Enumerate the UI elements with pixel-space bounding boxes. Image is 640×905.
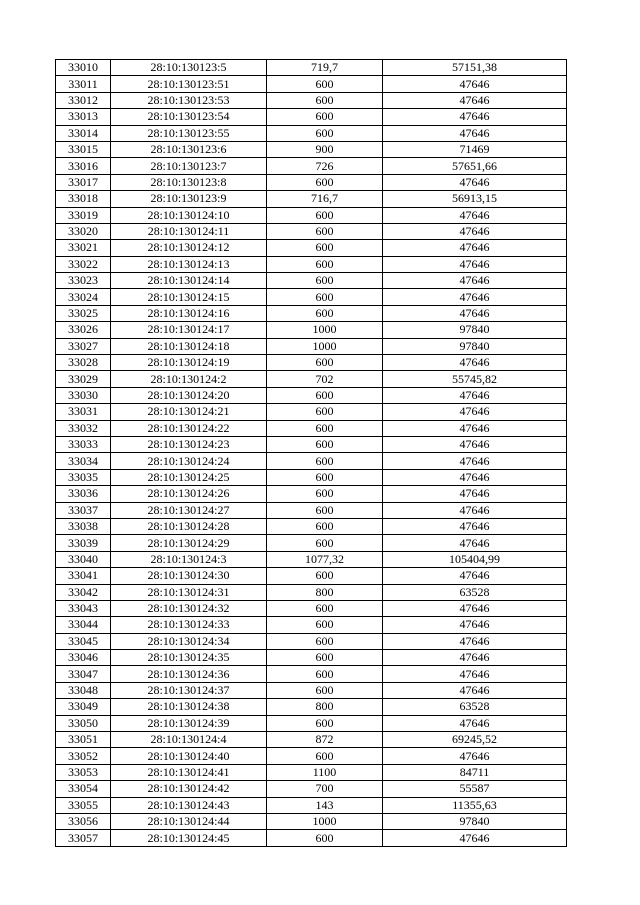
cadastral-number-cell: 28:10:130124:45 xyxy=(111,830,267,846)
value-cell: 47646 xyxy=(383,273,567,289)
area-cell: 600 xyxy=(267,715,383,731)
value-cell: 47646 xyxy=(383,289,567,305)
area-cell: 700 xyxy=(267,781,383,797)
row-number-cell: 33054 xyxy=(56,781,111,797)
area-cell: 800 xyxy=(267,699,383,715)
value-cell: 63528 xyxy=(383,584,567,600)
cadastral-number-cell: 28:10:130124:24 xyxy=(111,453,267,469)
table-row xyxy=(56,732,567,748)
area-cell: 600 xyxy=(267,502,383,518)
table-row xyxy=(56,174,567,190)
area-cell: 600 xyxy=(267,207,383,223)
cadastral-number-cell: 28:10:130124:41 xyxy=(111,764,267,780)
row-number-cell: 33038 xyxy=(56,518,111,534)
value-cell: 47646 xyxy=(383,568,567,584)
value-cell: 56913,15 xyxy=(383,191,567,207)
value-cell: 47646 xyxy=(383,387,567,403)
table-row xyxy=(56,486,567,502)
value-cell: 47646 xyxy=(383,256,567,272)
value-cell: 47646 xyxy=(383,240,567,256)
cadastral-number-cell: 28:10:130124:22 xyxy=(111,420,267,436)
table-row xyxy=(56,191,567,207)
area-cell: 143 xyxy=(267,797,383,813)
row-number-cell: 33036 xyxy=(56,486,111,502)
row-number-cell: 33013 xyxy=(56,109,111,125)
value-cell: 57151,38 xyxy=(383,60,567,76)
value-cell: 47646 xyxy=(383,486,567,502)
row-number-cell: 33014 xyxy=(56,125,111,141)
row-number-cell: 33040 xyxy=(56,551,111,567)
row-number-cell: 33049 xyxy=(56,699,111,715)
data-table xyxy=(55,59,567,847)
table-row xyxy=(56,715,567,731)
area-cell: 800 xyxy=(267,584,383,600)
cadastral-number-cell: 28:10:130123:6 xyxy=(111,141,267,157)
area-cell: 600 xyxy=(267,518,383,534)
cadastral-number-cell: 28:10:130124:18 xyxy=(111,338,267,354)
row-number-cell: 33034 xyxy=(56,453,111,469)
cadastral-number-cell: 28:10:130124:34 xyxy=(111,633,267,649)
area-cell: 600 xyxy=(267,568,383,584)
row-number-cell: 33048 xyxy=(56,682,111,698)
row-number-cell: 33035 xyxy=(56,469,111,485)
table-row xyxy=(56,535,567,551)
table-row xyxy=(56,158,567,174)
area-cell: 726 xyxy=(267,158,383,174)
table-row xyxy=(56,748,567,764)
table-row xyxy=(56,256,567,272)
value-cell: 47646 xyxy=(383,600,567,616)
table-row xyxy=(56,469,567,485)
value-cell: 57651,66 xyxy=(383,158,567,174)
cadastral-number-cell: 28:10:130124:38 xyxy=(111,699,267,715)
table-row xyxy=(56,76,567,92)
table-row xyxy=(56,223,567,239)
cadastral-number-cell: 28:10:130124:31 xyxy=(111,584,267,600)
value-cell: 47646 xyxy=(383,469,567,485)
value-cell: 97840 xyxy=(383,813,567,829)
area-cell: 900 xyxy=(267,141,383,157)
cadastral-number-cell: 28:10:130124:32 xyxy=(111,600,267,616)
cadastral-number-cell: 28:10:130124:26 xyxy=(111,486,267,502)
area-cell: 600 xyxy=(267,109,383,125)
value-cell: 47646 xyxy=(383,109,567,125)
area-cell: 600 xyxy=(267,682,383,698)
cadastral-number-cell: 28:10:130124:42 xyxy=(111,781,267,797)
area-cell: 600 xyxy=(267,830,383,846)
row-number-cell: 33050 xyxy=(56,715,111,731)
area-cell: 1000 xyxy=(267,338,383,354)
table-row xyxy=(56,125,567,141)
cadastral-number-cell: 28:10:130124:3 xyxy=(111,551,267,567)
table-row xyxy=(56,436,567,452)
row-number-cell: 33020 xyxy=(56,223,111,239)
area-cell: 600 xyxy=(267,617,383,633)
cadastral-number-cell: 28:10:130123:51 xyxy=(111,76,267,92)
row-number-cell: 33044 xyxy=(56,617,111,633)
cadastral-number-cell: 28:10:130124:13 xyxy=(111,256,267,272)
row-number-cell: 33057 xyxy=(56,830,111,846)
row-number-cell: 33043 xyxy=(56,600,111,616)
table-row xyxy=(56,305,567,321)
value-cell: 84711 xyxy=(383,764,567,780)
cadastral-number-cell: 28:10:130124:19 xyxy=(111,355,267,371)
value-cell: 97840 xyxy=(383,322,567,338)
row-number-cell: 33012 xyxy=(56,92,111,108)
value-cell: 105404,99 xyxy=(383,551,567,567)
table-row xyxy=(56,666,567,682)
table-row xyxy=(56,141,567,157)
area-cell: 600 xyxy=(267,256,383,272)
value-cell: 47646 xyxy=(383,748,567,764)
row-number-cell: 33011 xyxy=(56,76,111,92)
value-cell: 47646 xyxy=(383,305,567,321)
cadastral-number-cell: 28:10:130123:9 xyxy=(111,191,267,207)
row-number-cell: 33028 xyxy=(56,355,111,371)
table-row xyxy=(56,60,567,76)
row-number-cell: 33021 xyxy=(56,240,111,256)
cadastral-number-cell: 28:10:130124:29 xyxy=(111,535,267,551)
area-cell: 600 xyxy=(267,273,383,289)
area-cell: 872 xyxy=(267,732,383,748)
cadastral-number-cell: 28:10:130123:8 xyxy=(111,174,267,190)
cadastral-number-cell: 28:10:130124:15 xyxy=(111,289,267,305)
cadastral-number-cell: 28:10:130124:39 xyxy=(111,715,267,731)
table-row xyxy=(56,600,567,616)
area-cell: 600 xyxy=(267,174,383,190)
area-cell: 600 xyxy=(267,633,383,649)
table-row xyxy=(56,813,567,829)
cadastral-number-cell: 28:10:130124:25 xyxy=(111,469,267,485)
table-row xyxy=(56,518,567,534)
area-cell: 1000 xyxy=(267,813,383,829)
cadastral-number-cell: 28:10:130124:27 xyxy=(111,502,267,518)
cadastral-number-cell: 28:10:130124:44 xyxy=(111,813,267,829)
value-cell: 47646 xyxy=(383,404,567,420)
table-row xyxy=(56,109,567,125)
value-cell: 47646 xyxy=(383,715,567,731)
value-cell: 47646 xyxy=(383,502,567,518)
table-row xyxy=(56,682,567,698)
cadastral-number-cell: 28:10:130124:36 xyxy=(111,666,267,682)
area-cell: 600 xyxy=(267,600,383,616)
row-number-cell: 33017 xyxy=(56,174,111,190)
cadastral-number-cell: 28:10:130124:30 xyxy=(111,568,267,584)
area-cell: 1000 xyxy=(267,322,383,338)
row-number-cell: 33023 xyxy=(56,273,111,289)
area-cell: 600 xyxy=(267,289,383,305)
area-cell: 600 xyxy=(267,420,383,436)
area-cell: 719,7 xyxy=(267,60,383,76)
cadastral-number-cell: 28:10:130123:55 xyxy=(111,125,267,141)
area-cell: 600 xyxy=(267,92,383,108)
table-row xyxy=(56,387,567,403)
value-cell: 47646 xyxy=(383,355,567,371)
cadastral-number-cell: 28:10:130124:2 xyxy=(111,371,267,387)
value-cell: 69245,52 xyxy=(383,732,567,748)
row-number-cell: 33046 xyxy=(56,650,111,666)
table-row xyxy=(56,289,567,305)
row-number-cell: 33033 xyxy=(56,436,111,452)
table-row xyxy=(56,207,567,223)
area-cell: 600 xyxy=(267,486,383,502)
row-number-cell: 33037 xyxy=(56,502,111,518)
area-cell: 1077,32 xyxy=(267,551,383,567)
value-cell: 55745,82 xyxy=(383,371,567,387)
table-row xyxy=(56,830,567,846)
table-body xyxy=(56,60,567,847)
table-row xyxy=(56,584,567,600)
area-cell: 600 xyxy=(267,436,383,452)
table-row xyxy=(56,404,567,420)
row-number-cell: 33015 xyxy=(56,141,111,157)
row-number-cell: 33024 xyxy=(56,289,111,305)
value-cell: 47646 xyxy=(383,535,567,551)
area-cell: 600 xyxy=(267,387,383,403)
table-row xyxy=(56,568,567,584)
cadastral-number-cell: 28:10:130124:10 xyxy=(111,207,267,223)
area-cell: 702 xyxy=(267,371,383,387)
row-number-cell: 33022 xyxy=(56,256,111,272)
table-row xyxy=(56,338,567,354)
cadastral-number-cell: 28:10:130124:4 xyxy=(111,732,267,748)
cadastral-number-cell: 28:10:130124:33 xyxy=(111,617,267,633)
row-number-cell: 33042 xyxy=(56,584,111,600)
row-number-cell: 33051 xyxy=(56,732,111,748)
row-number-cell: 33039 xyxy=(56,535,111,551)
table-row xyxy=(56,650,567,666)
cadastral-number-cell: 28:10:130123:53 xyxy=(111,92,267,108)
area-cell: 600 xyxy=(267,666,383,682)
cadastral-number-cell: 28:10:130124:23 xyxy=(111,436,267,452)
row-number-cell: 33019 xyxy=(56,207,111,223)
table-row xyxy=(56,420,567,436)
cadastral-number-cell: 28:10:130124:11 xyxy=(111,223,267,239)
row-number-cell: 33030 xyxy=(56,387,111,403)
cadastral-number-cell: 28:10:130124:20 xyxy=(111,387,267,403)
row-number-cell: 33016 xyxy=(56,158,111,174)
value-cell: 47646 xyxy=(383,207,567,223)
area-cell: 600 xyxy=(267,125,383,141)
table-row xyxy=(56,797,567,813)
row-number-cell: 33045 xyxy=(56,633,111,649)
area-cell: 1100 xyxy=(267,764,383,780)
table-row xyxy=(56,699,567,715)
cadastral-number-cell: 28:10:130124:43 xyxy=(111,797,267,813)
value-cell: 47646 xyxy=(383,666,567,682)
value-cell: 47646 xyxy=(383,518,567,534)
cadastral-number-cell: 28:10:130124:35 xyxy=(111,650,267,666)
area-cell: 600 xyxy=(267,223,383,239)
area-cell: 600 xyxy=(267,535,383,551)
row-number-cell: 33055 xyxy=(56,797,111,813)
table-row xyxy=(56,92,567,108)
table-row xyxy=(56,240,567,256)
row-number-cell: 33027 xyxy=(56,338,111,354)
area-cell: 600 xyxy=(267,305,383,321)
row-number-cell: 33041 xyxy=(56,568,111,584)
cadastral-number-cell: 28:10:130123:5 xyxy=(111,60,267,76)
table-row xyxy=(56,551,567,567)
value-cell: 97840 xyxy=(383,338,567,354)
value-cell: 71469 xyxy=(383,141,567,157)
row-number-cell: 33053 xyxy=(56,764,111,780)
value-cell: 47646 xyxy=(383,76,567,92)
table-row xyxy=(56,273,567,289)
cadastral-number-cell: 28:10:130124:14 xyxy=(111,273,267,289)
area-cell: 716,7 xyxy=(267,191,383,207)
row-number-cell: 33052 xyxy=(56,748,111,764)
value-cell: 47646 xyxy=(383,420,567,436)
area-cell: 600 xyxy=(267,469,383,485)
cadastral-number-cell: 28:10:130124:16 xyxy=(111,305,267,321)
area-cell: 600 xyxy=(267,355,383,371)
row-number-cell: 33047 xyxy=(56,666,111,682)
area-cell: 600 xyxy=(267,240,383,256)
cadastral-number-cell: 28:10:130124:17 xyxy=(111,322,267,338)
value-cell: 47646 xyxy=(383,682,567,698)
row-number-cell: 33029 xyxy=(56,371,111,387)
row-number-cell: 33018 xyxy=(56,191,111,207)
table-row xyxy=(56,764,567,780)
table-row xyxy=(56,355,567,371)
table-row xyxy=(56,633,567,649)
row-number-cell: 33031 xyxy=(56,404,111,420)
cadastral-number-cell: 28:10:130124:21 xyxy=(111,404,267,420)
value-cell: 47646 xyxy=(383,125,567,141)
table-row xyxy=(56,617,567,633)
table-row xyxy=(56,453,567,469)
value-cell: 47646 xyxy=(383,436,567,452)
value-cell: 47646 xyxy=(383,830,567,846)
cadastral-number-cell: 28:10:130124:37 xyxy=(111,682,267,698)
value-cell: 47646 xyxy=(383,617,567,633)
row-number-cell: 33056 xyxy=(56,813,111,829)
table-row xyxy=(56,781,567,797)
row-number-cell: 33010 xyxy=(56,60,111,76)
value-cell: 47646 xyxy=(383,650,567,666)
value-cell: 47646 xyxy=(383,453,567,469)
area-cell: 600 xyxy=(267,650,383,666)
value-cell: 47646 xyxy=(383,633,567,649)
value-cell: 63528 xyxy=(383,699,567,715)
value-cell: 47646 xyxy=(383,223,567,239)
cadastral-number-cell: 28:10:130124:12 xyxy=(111,240,267,256)
cadastral-number-cell: 28:10:130124:28 xyxy=(111,518,267,534)
table-row xyxy=(56,371,567,387)
area-cell: 600 xyxy=(267,748,383,764)
value-cell: 55587 xyxy=(383,781,567,797)
table-row xyxy=(56,322,567,338)
row-number-cell: 33026 xyxy=(56,322,111,338)
value-cell: 11355,63 xyxy=(383,797,567,813)
area-cell: 600 xyxy=(267,453,383,469)
row-number-cell: 33025 xyxy=(56,305,111,321)
row-number-cell: 33032 xyxy=(56,420,111,436)
table-row xyxy=(56,502,567,518)
area-cell: 600 xyxy=(267,76,383,92)
cadastral-number-cell: 28:10:130123:7 xyxy=(111,158,267,174)
cadastral-number-cell: 28:10:130123:54 xyxy=(111,109,267,125)
cadastral-number-cell: 28:10:130124:40 xyxy=(111,748,267,764)
value-cell: 47646 xyxy=(383,174,567,190)
value-cell: 47646 xyxy=(383,92,567,108)
area-cell: 600 xyxy=(267,404,383,420)
